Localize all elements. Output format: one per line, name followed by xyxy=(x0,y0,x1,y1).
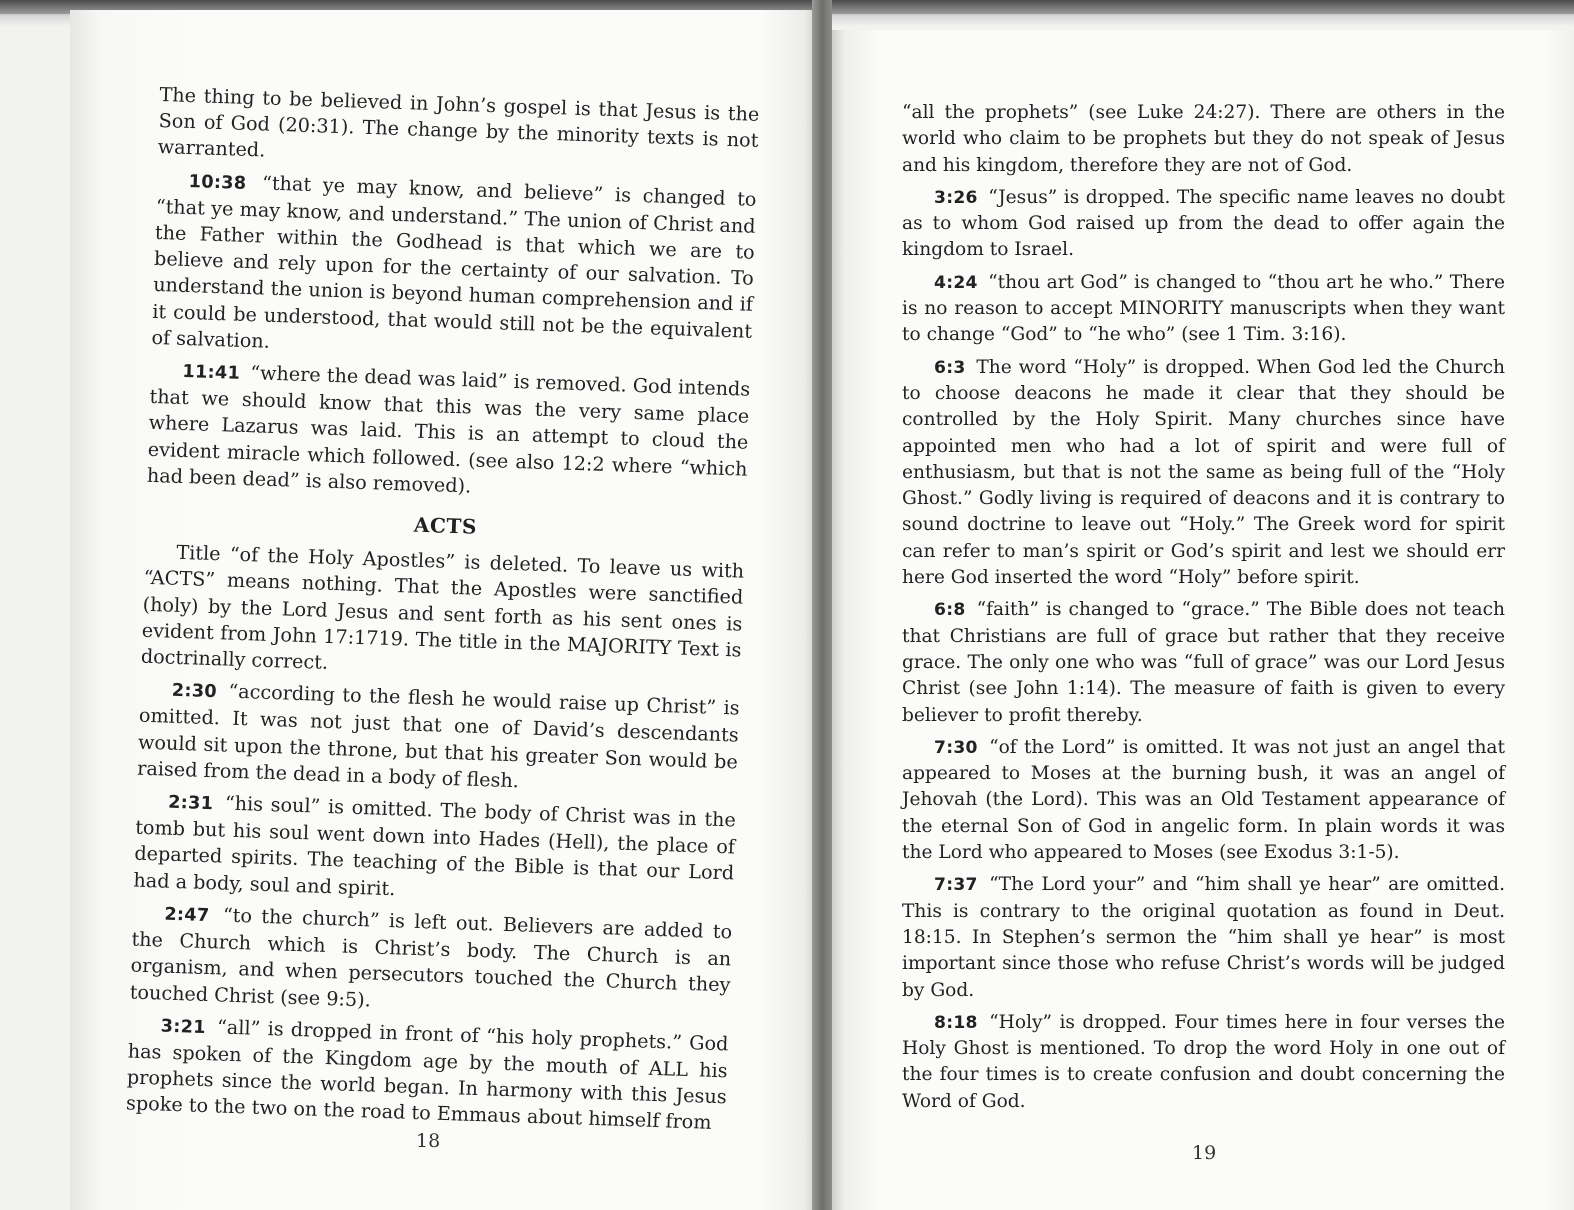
paragraph xyxy=(129,899,732,1025)
paragraph-text: “Holy” is dropped. Four times here in four verses the Holy Ghost is mentioned. To drop the word Holy in one out of the four times is to create confusion and doubt concerning the Word of God. xyxy=(902,1011,1505,1112)
paragraph xyxy=(902,100,1505,179)
paragraph-text: “to the church” is left out. Believers are added to the Church which is Christ’s body. The Church is an organism, and when persecutors touched the Church they touched Christ (see 9:5). xyxy=(129,903,733,1011)
paragraph xyxy=(902,735,1505,866)
right-page xyxy=(822,30,1574,1210)
verse-reference: 7:30 xyxy=(934,737,978,758)
paragraph xyxy=(137,676,740,802)
left-page xyxy=(70,10,822,1210)
paragraph xyxy=(902,1010,1505,1115)
paragraph xyxy=(133,788,736,914)
paragraph-text: “Jesus” is dropped. The specific name leaves no doubt as to whom God raised up from the dead to offer again the kingdom to Israel. xyxy=(902,186,1505,261)
paragraph-text: “of the Lord” is omitted. It was not just an angel that appeared to Moses at the burning bush, it was an angel of Jehovah (the Lord). This was an Old Testament appearance of the eternal Son of God in angelic form. In plain words it was the Lord who appeared to Moses (see Exodus 3:1-5). xyxy=(902,736,1505,864)
paragraph-text: “his soul” is omitted. The body of Christ was in the tomb but his soul went down into Hades (Hell), the place of departed spirits. The teaching of the Bible is that our Lord had a body, soul and spirit. xyxy=(133,791,737,900)
paragraph-text: “The Lord your” and “him shall ye hear” are omitted. This is contrary to the original quotation as found in Deut. 18:15. In Stephen’s sermon the “him shall ye hear” is most important since those who refuse Christ’s words will be judged by God. xyxy=(902,874,1505,1001)
paragraph xyxy=(902,597,1505,728)
verse-reference: 4:24 xyxy=(934,272,978,293)
paragraph-text: Title “of the Holy Apostles” is deleted. To leave us with “ACTS” means nothing. That the Apostles were sanctified (holy) by the Lord Jesus and sent forth as his sent ones is evident from John 17:1719. The title in the MAJORITY Text is doctrinally correct. xyxy=(140,541,745,674)
verse-reference: 6:8 xyxy=(934,600,966,621)
paragraph xyxy=(902,872,1505,1003)
verse-reference: 2:47 xyxy=(164,904,210,926)
book-gutter xyxy=(812,0,832,1210)
paragraph-text: The thing to be believed in John’s gospel is that Jesus is the Son of God (20:31). The change by the minority texts is not warranted. xyxy=(157,82,760,162)
paragraph xyxy=(157,82,759,180)
verse-reference: 2:30 xyxy=(171,680,218,703)
page-number: 18 xyxy=(416,1130,441,1152)
paragraph-text: “faith” is changed to “grace.” The Bible does not teach that Christians are full of grace but rather that they receive grace. The only one who was “full of grace” was our Lord Jesus Christ (see John 1:14). The measure of faith is given to every believer to profit thereby. xyxy=(902,599,1505,726)
verse-reference: 3:26 xyxy=(934,187,978,208)
paragraph xyxy=(126,1011,729,1137)
paragraph xyxy=(151,167,757,371)
paragraph-text: “that ye may know, and believe” is changed to “that ye may know, and understand.” The union of Christ and the Father within the Godhead is that which we are to believe and rely upon for the certainty of our salvation. To understand the union is beyond human comprehension and if it could be understood, that would still not be the equivalent of salvation. xyxy=(151,171,757,353)
paragraph xyxy=(147,357,751,509)
paragraph xyxy=(902,270,1505,349)
page-number: 19 xyxy=(1192,1142,1217,1164)
paragraph xyxy=(902,185,1505,264)
paragraph xyxy=(902,355,1505,592)
verse-reference: 2:31 xyxy=(167,792,214,815)
paragraph-text: “all the prophets” (see Luke 24:27). There are others in the world who claim to be prophets but they do not speak of Jesus and his kingdom, therefore they are not of God. xyxy=(902,102,1505,176)
verse-reference: 8:18 xyxy=(934,1012,978,1033)
right-page-text xyxy=(902,100,1505,1121)
paragraph-text: “all” is dropped in front of “his holy prophets.” God has spoken of the Kingdom age by the mouth of ALL his prophets since the world began. In harmony with this Jesus spoke to the two on the road to Emmaus about himself from xyxy=(125,1015,729,1135)
verse-reference: 6:3 xyxy=(934,357,966,378)
section-heading: ACTS xyxy=(413,512,478,539)
verse-reference: 10:38 xyxy=(188,171,247,194)
paragraph-text: “according to the flesh he would raise up Christ” is omitted. It was not just that one of David’s descendants would sit upon the throne, but that his greater Son would be raised from the dead in a body of flesh. xyxy=(136,679,740,793)
paragraph-text: The word “Holy” is dropped. When God led the Church to choose deacons he made it clear that they should be controlled by the Holy Spirit. Many churches since have appointed men who had a lot of spirit and were full of enthusiasm, but that is not the same as being full of the “Holy Ghost.” Godly living is required of deacons and it is contrary to sound doctrine to leave out “Holy.” The Greek word for spirit can refer to man’s spirit or God’s spirit and lest we should err here God inserted the word “Holy” before spirit. xyxy=(902,356,1505,589)
paragraph xyxy=(140,539,744,690)
verse-reference: 3:21 xyxy=(160,1016,207,1038)
paragraph-text: “where the dead was laid” is removed. God intends that we should know that this was the very same place where Lazarus was laid. This is an attempt to cloud the evident miracle which followed. (see also 12:2 where “which had been dead” is also removed). xyxy=(146,361,751,498)
verse-reference: 7:37 xyxy=(934,875,978,896)
left-page-text xyxy=(125,82,759,1143)
paragraph-text: “thou art God” is changed to “thou art he who.” There is no reason to accept MINORITY manuscripts when they want to change “God” to “he who” (see 1 Tim. 3:16). xyxy=(902,271,1505,346)
verse-reference: 11:41 xyxy=(182,361,241,384)
